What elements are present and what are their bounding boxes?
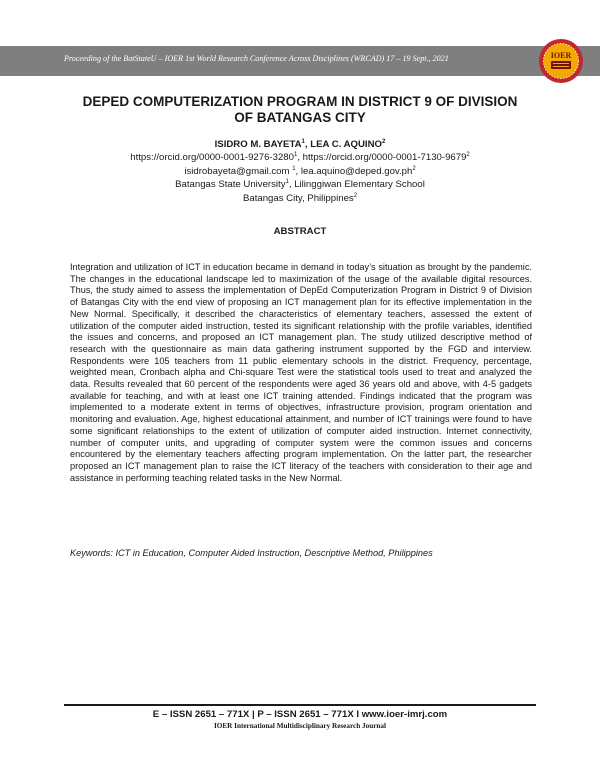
abstract-text: Integration and utilization of ICT in education became in demand in today’s situation as brought by the pandemic. The changes in the educational landscape led to maximization of the usage of the available digital resources. Thus, the study aimed to assess the implementation of DepEd Computerization Program in District 9 of Division of Batangas City with the end view of proposing an ICT management plan for its effective implementation in the New Normal. Specifically, it described the characteristics of elementary teachers, assessed the extent of utilization of the computer aided instruction, tested its significant relationship with the profile variables, identified the issues and concerns, and proposed an ICT management plan. The study utilized descriptive method of research with the questionnaire as main data gathering instrument supported by the FGD and interview. Respondents were 105 teachers from 11 public elementary schools in the district. Frequency, percentage, weighted mean, Cronbach alpha and Chi-square Test were the statistical tools used to treat and analyzed the data. Results revealed that 60 percent of the respondents were aged 36 years old and above, with 4-5 gadgets available for teaching, and with at least one ICT training attended. Findings indicated that the program was implemented to a moderate extent in terms of objectives, infrastructure provision, program orientation and monitoring and evaluation. Age, highest educational attainment, and number of ICT trainings were found to have some significant relationships to the extent of utilization of computer aided instruction. Internet connectivity, number of computer units, and upgrading of computer system were the common issues and concerns encountered by the elementary teachers affecting program implementation. On the latter part, the researcher proposed an ICT management plan to raise the ICT literacy of the teachers with consideration to their age and assistance in performing teaching related tasks in the New Normal.	[70, 262, 532, 483]
email-2-sup: 2	[412, 165, 416, 172]
abstract-heading: ABSTRACT	[273, 226, 327, 237]
ioer-logo	[538, 38, 584, 84]
footer-issn: E – ISSN 2651 – 771X | P – ISSN 2651 – 771X I www.ioer-imrj.com	[152, 709, 448, 720]
proceedings-header: Proceeding of the BatStateU – IOER 1st World Research Conference Across Disciplines (WRCAD) 17 – 19 Sept., 2021	[64, 54, 449, 63]
author-block	[60, 138, 540, 205]
footer-journal-name: IOER International Multidisciplinary Research Journal	[214, 722, 386, 730]
email-1-sup: 1	[292, 165, 296, 172]
affiliation-1-sup: 1	[285, 179, 289, 186]
affiliation-sep: ,	[288, 179, 295, 191]
affiliation-line	[60, 178, 540, 191]
author-sep: ,	[304, 139, 311, 150]
author-2: LEA C. AQUINO	[310, 139, 382, 150]
orcid-line	[60, 151, 540, 164]
footer-divider	[64, 704, 536, 706]
title-line-2: OF BATANGAS CITY	[234, 110, 366, 125]
location-sup: 2	[353, 192, 358, 199]
location-city: Batangas City, Philippines	[242, 192, 354, 204]
author-names	[60, 138, 540, 151]
keywords: Keywords: ICT in Education, Computer Aided Instruction, Descriptive Method, Philippines	[70, 548, 433, 558]
title-line-1: DEPED COMPUTERIZATION PROGRAM IN DISTRICT 9 OF DIVISION	[82, 94, 518, 109]
orcid-2-link[interactable]: https://orcid.org/0000-0001-7130-9679	[302, 152, 467, 164]
logo-text: IOER	[550, 51, 572, 60]
location-line	[60, 192, 540, 205]
email-line	[60, 165, 540, 178]
affiliation-2: Lilinggiwan Elementary School	[294, 179, 425, 191]
orcid-2-sup: 2	[466, 152, 470, 159]
orcid-1-link[interactable]: https://orcid.org/0000-0001-9276-3280	[130, 152, 294, 164]
author-2-sup: 2	[382, 139, 386, 145]
orcid-sep: ,	[297, 152, 303, 164]
email-sep: ,	[295, 165, 301, 177]
paper-title	[70, 94, 530, 126]
author-1-sup: 1	[301, 139, 305, 145]
orcid-1-sup: 1	[293, 152, 298, 159]
author-1: ISIDRO M. BAYETA	[214, 139, 302, 150]
email-1-link[interactable]: isidrobayeta@gmail.com	[184, 165, 290, 177]
affiliation-1: Batangas State University	[175, 179, 286, 191]
email-2-link[interactable]: lea.aquino@deped.gov.ph	[300, 165, 413, 177]
